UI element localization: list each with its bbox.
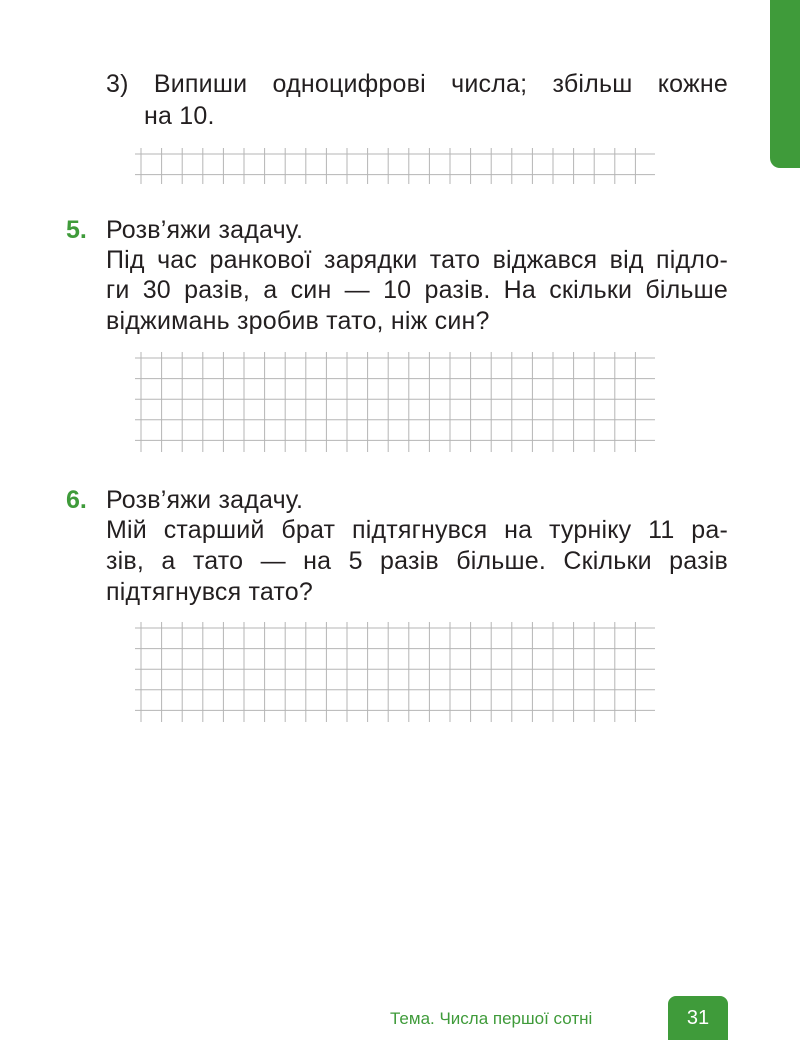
grid-svg-3: [135, 622, 655, 722]
grid-svg-2: [135, 352, 655, 452]
side-chapter-tab: [770, 0, 800, 168]
task5-line2: ги 30 разів, а син — 10 разів. На скільки більше: [106, 276, 728, 304]
item3-line2: на 10.: [144, 102, 215, 130]
task6-line1: Мій старший брат підтягнувся на турніку 11 ра-: [106, 516, 728, 544]
task6-line2: зів, а тато — на 5 разів більше. Скільки разів: [106, 547, 728, 575]
answer-grid-item3[interactable]: [135, 148, 655, 184]
task5-line1: Під час ранкової зарядки тато віджався від підло-: [106, 246, 728, 274]
task6-line3: підтягнувся тато?: [106, 578, 313, 606]
task5-line3: віджимань зробив тато, ніж син?: [106, 307, 490, 335]
answer-grid-task5[interactable]: [135, 352, 655, 452]
task6-title: Розв’яжи задачу.: [106, 486, 304, 514]
task5-title: Розв’яжи задачу.: [106, 216, 304, 244]
page-number-badge: [668, 996, 728, 1040]
answer-grid-task6[interactable]: [135, 622, 655, 722]
page-number: 31: [686, 1007, 710, 1029]
footer-topic: Тема. Числа першої сотні: [390, 1009, 593, 1028]
grid-svg-1: [135, 148, 655, 184]
task5-number: 5.: [66, 216, 87, 244]
task6-number: 6.: [66, 486, 87, 514]
item3-line1: 3) Випиши одноцифрові числа; збільш кожне: [106, 70, 728, 98]
